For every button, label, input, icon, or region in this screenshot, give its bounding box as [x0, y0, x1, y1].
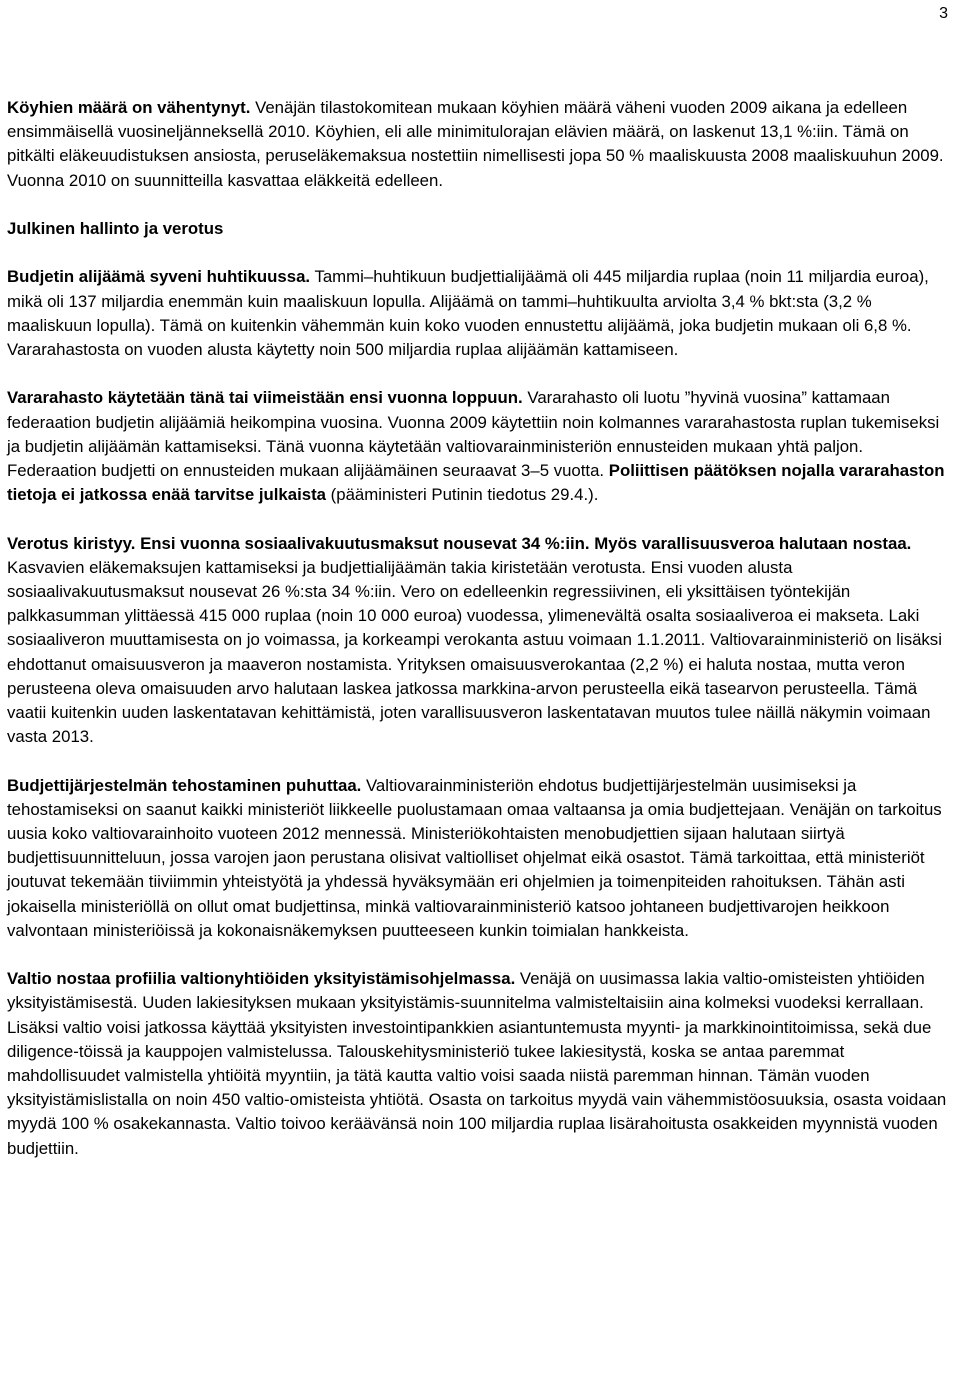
paragraph-bold-tail: Poliittisen päätöksen nojalla vararahaston tietoja ei jatkossa enää tarvitse julkaista [7, 461, 945, 505]
paragraph-lead: Valtio nostaa profiilia valtionyhtiöiden yksityistämisohjelmassa. [7, 969, 516, 989]
paragraph-poverty [7, 96, 953, 193]
paragraph-text: Venäjä on uusimassa lakia valtio-omisteisten yhtiöiden yksityistämisestä. Uuden lakiesityksen mukaan yksityistämis-suunnitelma valmisteltaisiin aina kolmeksi vuodeksi kerrallaan. Lisäksi valtio voisi jatkossa käyttää yksityisten investointipankkien asiantuntemusta myynti- ja markkinointitoimissa, sekä due diligence-töissä ja kauppojen valmistelussa. Talouskehitysministeriö tukee lakiesitystä, koska se antaa paremmat mahdollisuudet valmistella yhtiöitä myyntiin, ja tätä kautta valtio voisi saada niistä paremman hinnan. Tämän vuoden yksityistämislistalla on noin 450 valtio-omisteista yhtiötä. Osasta on tarkoitus myydä vain vähemmistöosuuksia, osasta voidaan myydä 100 % osakekannasta. Valtio toivoo keräävänsä noin 100 miljardia ruplaa lisärahoitusta osakkeiden myynnistä vuoden budjettiin. [7, 969, 947, 1158]
paragraph-lead: Budjettijärjestelmän tehostaminen puhuttaa. [7, 775, 362, 795]
paragraph-budget-system [7, 774, 953, 943]
paragraph-reserve-fund [7, 386, 953, 507]
paragraph-lead: Vararahasto käytetään tänä tai viimeistään ensi vuonna loppuun. [7, 388, 523, 408]
paragraph-lead: Verotus kiristyy. Ensi vuonna sosiaalivakuutusmaksut nousevat 34 %:iin. Myös varallisuusveroa halutaan nostaa. [7, 533, 912, 553]
paragraph-text: Venäjän tilastokomitean mukaan köyhien määrä väheni vuoden 2009 aikana ja edelleen ensimmäisellä vuosineljänneksellä 2010. Köyhien, eli alle minimitulorajan elävien määrä, on laskenut 13,1 %:iin. Tämä on pitkälti eläkeuudistuksen ansiosta, peruseläkemaksua nostettiin nimellisesti jopa 50 % maaliskuusta 2008 maaliskuuhun 2009. Vuonna 2010 on suunnitteilla kasvattaa eläkkeitä edelleen. [7, 98, 944, 190]
page-number: 3 [939, 5, 948, 22]
section-heading: Julkinen hallinto ja verotus [7, 219, 224, 238]
paragraph-text: Tammi–huhtikuun budjettialijäämä oli 445 miljardia ruplaa (noin 11 miljardia euroa), mikä oli 137 miljardia enemmän kuin maaliskuun lopulla. Alijäämä on tammi–huhtikuulta arviolta 3,4 % bkt:sta (3,2 % maaliskuun lopulla). Tämä on kuitenkin vähemmän kuin koko vuoden ennustettu alijäämä, joka budjetin mukaan oli 6,8 %. Vararahastosta on vuoden alusta käytetty noin 500 miljardia ruplaa alijäämän kattamiseen. [7, 267, 929, 359]
paragraph-privatization [7, 967, 953, 1161]
paragraph-lead: Budjetin alijäämä syveni huhtikuussa. [7, 267, 311, 287]
paragraph-budget-deficit [7, 265, 953, 362]
paragraph-text: Valtiovarainministeriön ehdotus budjettijärjestelmän uusimiseksi ja tehostamiseksi on saanut kaikki ministeriöt liikkeelle puolustamaan omaa valtaansa ja omia budjettejaan. Venäjän on tarkoitus uusia koko valtiovarainhoito vuoteen 2012 mennessä. Ministeriökohtaisten menobudjettien sijaan halutaan siirtyä budjettisuunnitteluun, jossa varojen jaon perustana olisivat valtiolliset ohjelmat eikä osastot. Tämä tarkoittaa, että ministeriöt joutuvat tekemään tiiviimmin yhteistyötä ja yhdessä hyväksymään eri ohjelmien ja toimenpiteiden rahoituksen. Tähän asti jokaisella ministeriöllä on ollut omat budjettinsa, minkä valtiovarainministeriö katsoo johtaneen budjettivarojen heikkoon valvontaan ministeriöissä ja kokonaisnäkemyksen puutteeseen kunkin toimialan hankkeista. [7, 775, 942, 940]
paragraph-lead: Köyhien määrä on vähentynyt. [7, 98, 251, 117]
paragraph-taxation [7, 532, 953, 750]
paragraph-text: Kasvavien eläkemaksujen kattamiseksi ja budjettialijäämän takia kiristetään verotusta. Ensi vuoden alusta sosiaalivakuutusmaksut nousevat 26 %:sta 34 %:iin. Vero on edelleenkin regressiivinen, eli yksittäisen työntekijän palkkasumman ylittäessä 415 000 ruplaa (noin 10 000 euroa) vuodessa, ylimenevältä osalta sosiaaliveroa ei makseta. Laki sosiaaliveron muuttamisesta on jo voimassa, ja korkeampi verokanta astuu voimaan 1.1.2011. Valtiovarainministeriö on lisäksi ehdottanut omaisuusveron ja maaveron nostamista. Yrityksen omaisuusverokantaa (2,2 %) ei haluta nostaa, mutta veron perusteena oleva omaisuuden arvo halutaan laskea jatkossa markkina-arvon perusteella eikä tasearvon perusteella. Tämä vaatii kuitenkin uuden laskentatavan kehittämistä, joten varallisuusveron laskentatavan muutos tulee näillä näkymin voimaan vasta 2013. [7, 557, 942, 747]
paragraph-text-end: (pääministeri Putinin tiedotus 29.4.). [326, 485, 599, 505]
document-body [7, 96, 953, 1161]
paragraph-text: Vararahasto oli luotu ”hyvinä vuosina” kattamaan federaation budjetin alijäämiä heikompina vuosina. Vuonna 2009 käytettiin noin kolmannes vararahastosta ruplan tukemiseksi ja budjetin alijäämän kattamiseksi. Tänä vuonna käytetään valtiovarainministeriön ennusteiden mukaan yhtä paljon. Federaation budjetti on ennusteiden mukaan alijäämäinen seuraavat 3–5 vuotta. [7, 388, 940, 480]
